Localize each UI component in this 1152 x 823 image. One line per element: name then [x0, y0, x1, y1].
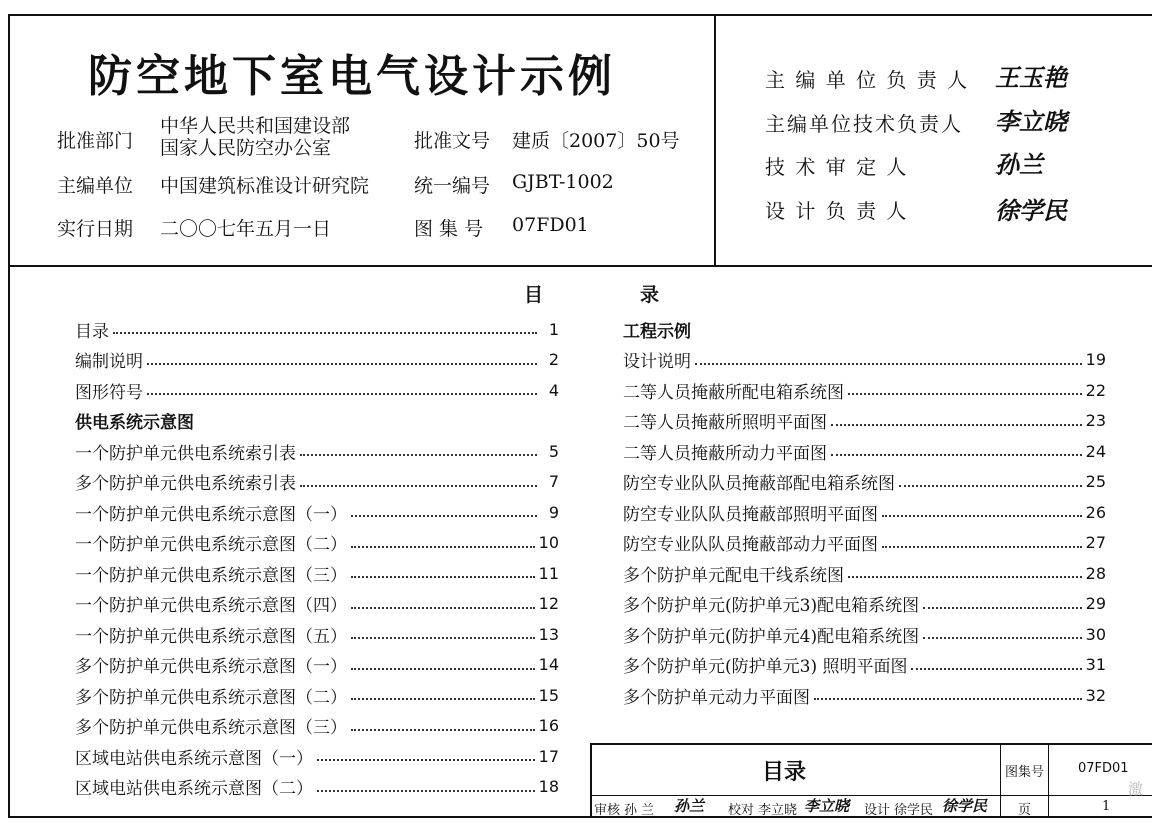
design-signature: 徐学民: [942, 797, 988, 815]
toc-leader-dots: [300, 485, 537, 487]
toc-entry[interactable]: [75, 650, 559, 681]
toc-leader-dots: [351, 515, 537, 517]
toc-leader-dots: [113, 332, 537, 334]
toc-entry[interactable]: [75, 436, 559, 467]
review-label: 审核: [594, 803, 621, 818]
approve-dept-line2: 国家人民防空办公室: [160, 137, 332, 159]
toc-entry-title: 二等人员掩蔽所配电箱系统图: [623, 378, 848, 403]
toc-entry-title: 多个防护单元动力平面图: [623, 683, 814, 708]
toc-entry[interactable]: [75, 558, 559, 589]
toc-section-heading: [623, 314, 1106, 345]
toc-leader-dots: [351, 698, 535, 700]
toc-entry[interactable]: [623, 680, 1106, 711]
toc-leader-dots: [814, 698, 1082, 700]
toc-entry[interactable]: [623, 528, 1106, 559]
toc-leader-dots: [831, 424, 1082, 426]
toc-entry-title: 多个防护单元供电系统索引表: [75, 469, 300, 494]
toc-leader-dots: [899, 485, 1082, 487]
toc-entry-title: 编制说明: [75, 347, 147, 372]
toc-section-heading: [75, 406, 559, 437]
toc-entry[interactable]: [75, 711, 559, 742]
toc-entry-title: 图形符号: [75, 378, 147, 403]
toc-leader-dots: [911, 668, 1081, 670]
toc-entry-page: 24: [1085, 441, 1106, 461]
toc-entry-page: 31: [1085, 655, 1106, 675]
handwritten-signature: 孙兰: [995, 151, 1043, 179]
toc-entry[interactable]: [75, 772, 559, 803]
toc-leader-dots: [882, 515, 1082, 517]
handwritten-signature: 王玉艳: [995, 64, 1067, 92]
toc-entry-page: 17: [538, 746, 559, 766]
toc-leader-dots: [300, 454, 537, 456]
handwritten-signature: 李立晓: [995, 108, 1067, 136]
check-name: 李立晓: [758, 803, 798, 818]
signature-row: [765, 64, 970, 93]
signature-label: 设 计 负 责 人: [765, 199, 909, 223]
title-block-page-value: 1: [1102, 799, 1111, 814]
toc-entry[interactable]: [75, 345, 559, 376]
check-signature: 李立晓: [804, 797, 850, 815]
toc-leader-dots: [831, 454, 1082, 456]
title-block-name: 目录: [762, 760, 807, 785]
atlas-no-label: 图 集 号: [414, 218, 484, 240]
toc-entry-title: 区域电站供电系统示意图（一）: [75, 744, 317, 769]
chief-unit-label: 主编单位: [57, 175, 134, 197]
toc-entry-title: 防空专业队队员掩蔽部配电箱系统图: [623, 469, 899, 494]
title-block-atlas-label: 图集号: [1005, 765, 1045, 780]
toc-entry[interactable]: [623, 619, 1106, 650]
toc-entry-title: 一个防护单元供电系统示意图（一）: [75, 500, 351, 525]
toc-entry-page: 10: [538, 533, 559, 553]
toc-right-column: [623, 314, 1106, 711]
title-block: [590, 743, 1152, 818]
toc-entry[interactable]: [75, 741, 559, 772]
toc-entry[interactable]: [623, 589, 1106, 620]
atlas-title: 防空地下室电气设计示例: [88, 51, 616, 102]
toc-leader-dots: [147, 363, 537, 365]
header-divider: [714, 14, 716, 266]
toc-entry-page: 25: [1085, 472, 1106, 492]
toc-entry-page: 30: [1085, 624, 1106, 644]
toc-heading-right: 录: [640, 284, 660, 306]
toc-leader-dots: [351, 637, 535, 639]
toc-entry-title: 一个防护单元供电系统示意图（五）: [75, 622, 351, 647]
toc-entry[interactable]: [75, 528, 559, 559]
signature-label: 主 编 单 位 负 责 人: [765, 68, 970, 92]
toc-entry-page: 12: [538, 594, 559, 614]
toc-entry-page: 23: [1085, 411, 1106, 431]
toc-leader-dots: [923, 607, 1082, 609]
toc-leader-dots: [882, 546, 1082, 548]
toc-entry-page: 7: [541, 472, 559, 491]
toc-entry-title: 一个防护单元供电系统索引表: [75, 439, 300, 464]
toc-entry[interactable]: [623, 497, 1106, 528]
toc-leader-dots: [923, 637, 1082, 639]
toc-entry-page: 18: [538, 777, 559, 797]
toc-entry[interactable]: [623, 467, 1106, 498]
toc-leader-dots: [317, 759, 535, 761]
toc-entry[interactable]: [623, 558, 1106, 589]
toc-entry[interactable]: [623, 436, 1106, 467]
header-bottom-rule: [8, 265, 1152, 267]
approve-dept-label: 批准部门: [57, 130, 134, 152]
toc-leader-dots: [695, 363, 1082, 365]
toc-entry-title: 一个防护单元供电系统示意图（二）: [75, 530, 351, 555]
approve-doc-value: 建质〔2007〕50号: [512, 130, 680, 152]
toc-leader-dots: [317, 790, 535, 792]
toc-entry[interactable]: [75, 619, 559, 650]
toc-leader-dots: [351, 546, 535, 548]
toc-entry-page: 27: [1085, 533, 1106, 553]
toc-entry-title: 多个防护单元(防护单元4)配电箱系统图: [623, 622, 923, 647]
toc-entry[interactable]: [75, 467, 559, 498]
toc-entry[interactable]: [623, 650, 1106, 681]
toc-entry-title: 一个防护单元供电系统示意图（三）: [75, 561, 351, 586]
toc-entry-title: 一个防护单元供电系统示意图（四）: [75, 591, 351, 616]
atlas-no-value: 07FD01: [512, 214, 589, 236]
unified-no-label: 统一编号: [414, 175, 491, 197]
toc-leader-dots: [351, 576, 535, 578]
toc-leader-dots: [147, 393, 537, 395]
effective-date-label: 实行日期: [57, 218, 134, 240]
toc-entry-page: 16: [538, 716, 559, 736]
toc-entry-page: 15: [538, 685, 559, 705]
toc-entry[interactable]: [623, 406, 1106, 437]
check-label: 校对: [728, 803, 755, 818]
toc-heading-left: 目: [524, 284, 544, 306]
toc-entry-title: 供电系统示意图: [75, 408, 198, 433]
toc-leader-dots: [351, 729, 535, 731]
toc-entry[interactable]: [75, 314, 559, 345]
toc-entry-title: 多个防护单元配电干线系统图: [623, 561, 848, 586]
handwritten-signature: 徐学民: [995, 197, 1067, 225]
toc-entry[interactable]: [75, 497, 559, 528]
toc-entry[interactable]: [623, 375, 1106, 406]
signature-row: [765, 195, 945, 224]
toc-entry-page: 13: [538, 624, 559, 644]
design-name: 徐学民: [894, 803, 934, 818]
toc-entry-title: 设计说明: [623, 347, 695, 372]
toc-entry-page: 22: [1085, 380, 1106, 400]
toc-entry-page: 11: [538, 563, 559, 583]
toc-entry-title: 多个防护单元(防护单元3) 照明平面图: [623, 652, 911, 677]
toc-leader-dots: [848, 576, 1082, 578]
review-signature: 孙兰: [674, 797, 705, 815]
design-label: 设计: [864, 803, 891, 818]
watermark: 激: [1128, 780, 1144, 798]
toc-leader-dots: [351, 668, 535, 670]
approve-dept-line1: 中华人民共和国建设部: [160, 115, 351, 137]
signature-row: [765, 108, 963, 137]
effective-date-value: 二〇〇七年五月一日: [160, 218, 332, 240]
approve-doc-label: 批准文号: [414, 130, 491, 152]
toc-entry-page: 1: [541, 320, 559, 339]
toc-entry[interactable]: [75, 589, 559, 620]
toc-entry-title: 多个防护单元供电系统示意图（三）: [75, 713, 351, 738]
signature-label: 主编单位技术负责人: [765, 112, 963, 136]
toc-left-column: [75, 314, 559, 802]
toc-entry-title: 目录: [75, 317, 113, 342]
toc-entry-page: 14: [538, 655, 559, 675]
title-block-atlas-value: 07FD01: [1078, 761, 1129, 776]
toc-entry-page: 19: [1085, 350, 1106, 370]
toc-entry-page: 9: [541, 503, 559, 522]
toc-entry-page: 26: [1085, 502, 1106, 522]
toc-leader-dots: [351, 607, 535, 609]
approve-dept-value: [160, 115, 350, 159]
toc-entry-page: 32: [1085, 685, 1106, 705]
toc-leader-dots: [848, 393, 1082, 395]
toc-entry-title: 多个防护单元供电系统示意图（一）: [75, 652, 351, 677]
toc-entry-title: 多个防护单元供电系统示意图（二）: [75, 683, 351, 708]
toc-entry-page: 29: [1085, 594, 1106, 614]
toc-entry-page: 2: [541, 350, 559, 369]
toc-entry-title: 区域电站供电系统示意图（二）: [75, 774, 317, 799]
toc-entry[interactable]: [75, 680, 559, 711]
toc-entry-page: 28: [1085, 563, 1106, 583]
toc-entry[interactable]: [75, 375, 559, 406]
toc-entry-title: 二等人员掩蔽所动力平面图: [623, 439, 831, 464]
toc-entry-title: 工程示例: [623, 317, 695, 342]
toc-entry-title: 二等人员掩蔽所照明平面图: [623, 408, 831, 433]
title-block-page-label: 页: [1018, 803, 1032, 818]
signature-label: 技 术 审 定 人: [765, 155, 909, 179]
toc-entry-title: 多个防护单元(防护单元3)配电箱系统图: [623, 591, 923, 616]
review-name: 孙 兰: [624, 803, 655, 818]
unified-no-value: GJBT-1002: [512, 171, 614, 193]
toc-entry-page: 5: [541, 442, 559, 461]
signature-row: [765, 151, 945, 180]
toc-entry-title: 防空专业队队员掩蔽部照明平面图: [623, 500, 882, 525]
toc-entry-page: 4: [541, 381, 559, 400]
toc-entry-title: 防空专业队队员掩蔽部动力平面图: [623, 530, 882, 555]
chief-unit-value: 中国建筑标准设计研究院: [160, 175, 370, 197]
toc-entry[interactable]: [623, 345, 1106, 376]
